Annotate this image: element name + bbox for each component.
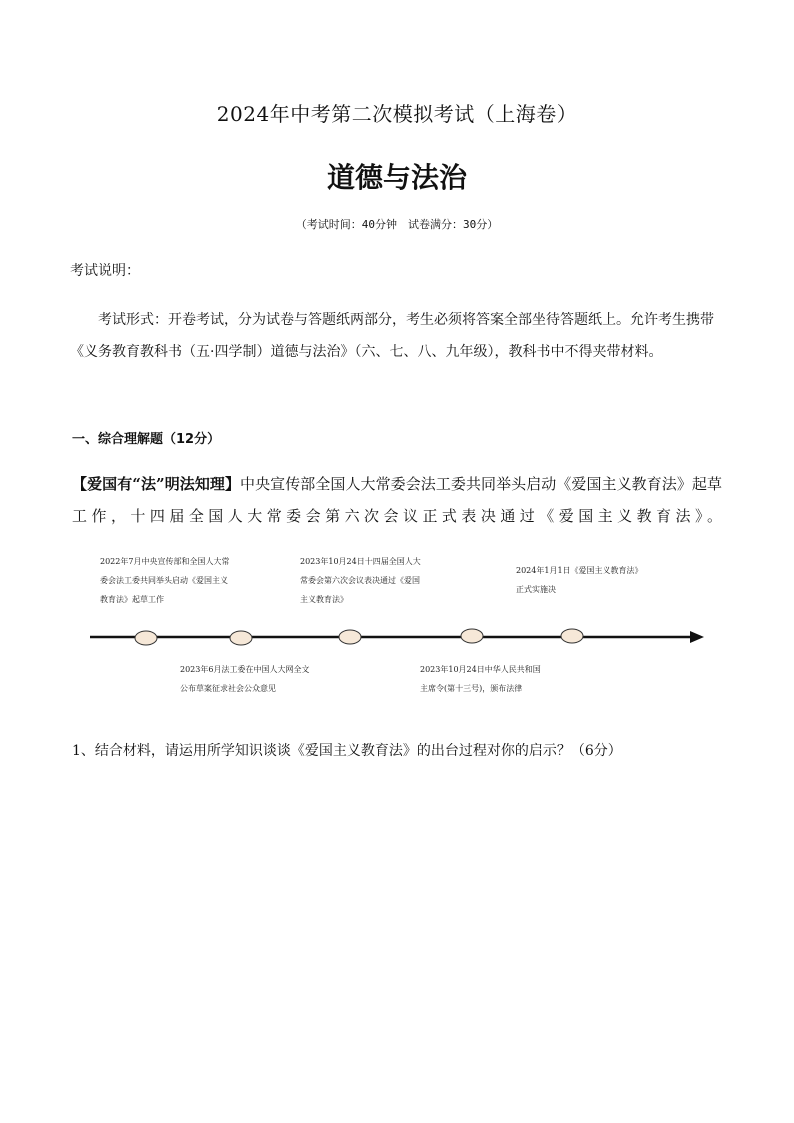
timeline-event-4: 2023年10月24日中华人民共和国主席令(第十三号)，颁布法律 xyxy=(420,665,541,693)
timeline-event-1: 2022年7月中央宣传部和全国人大常委会法工委共同举头启动《爱国主义教育法》起草工作 xyxy=(100,557,230,604)
timeline-event-5: 2024年1月1日《爱国主义教育法》正式实施决 xyxy=(516,566,639,594)
timeline-node xyxy=(461,629,483,643)
question-1: 1、结合材料，请运用所学知识谈谈《爱国主义教育法》的出台过程对你的启示？（6分） xyxy=(72,743,622,759)
timeline-arrowhead xyxy=(690,631,704,643)
timeline-event-3: 2023年10月24日十四届全国人大常委会第六次会议表决通过《爱国主义教育法》 xyxy=(300,557,421,604)
timeline-node xyxy=(230,631,252,645)
timeline-node xyxy=(339,630,361,644)
instructions-body: 考试形式：开卷考试，分为试卷与答题纸两部分，考生必须将答案全部坐待答题纸上。允许考生携带《义务教育教科书（五·四学制）道德与法治》（六、七、八、九年级），教科书中不得夹带材料。 xyxy=(70,312,714,360)
material-body: 中央宣传部全国人大常委会法工委共同举头启动《爱国主义教育法》起草工作，十四届全国人大常委会第六次会议正式表决通过《爱国主义教育法》。 xyxy=(72,475,722,525)
subject-title: 道德与法治 xyxy=(326,161,467,194)
timeline-node xyxy=(561,629,583,643)
timeline-node xyxy=(135,631,157,645)
instructions-heading: 考试说明： xyxy=(70,263,140,279)
section-heading: 一、综合理解题（12分） xyxy=(72,432,221,447)
exam-title: 2024年中考第二次模拟考试（上海卷） xyxy=(216,102,578,126)
exam-meta: （考试时间：40分钟 试卷满分：30分） xyxy=(295,218,499,231)
timeline-event-2: 2023年6月法工委在中国人大网全文公布草案征求社会公众意见 xyxy=(180,665,310,693)
material-lead: 【爱国有“法”明法知理】 xyxy=(72,475,241,493)
